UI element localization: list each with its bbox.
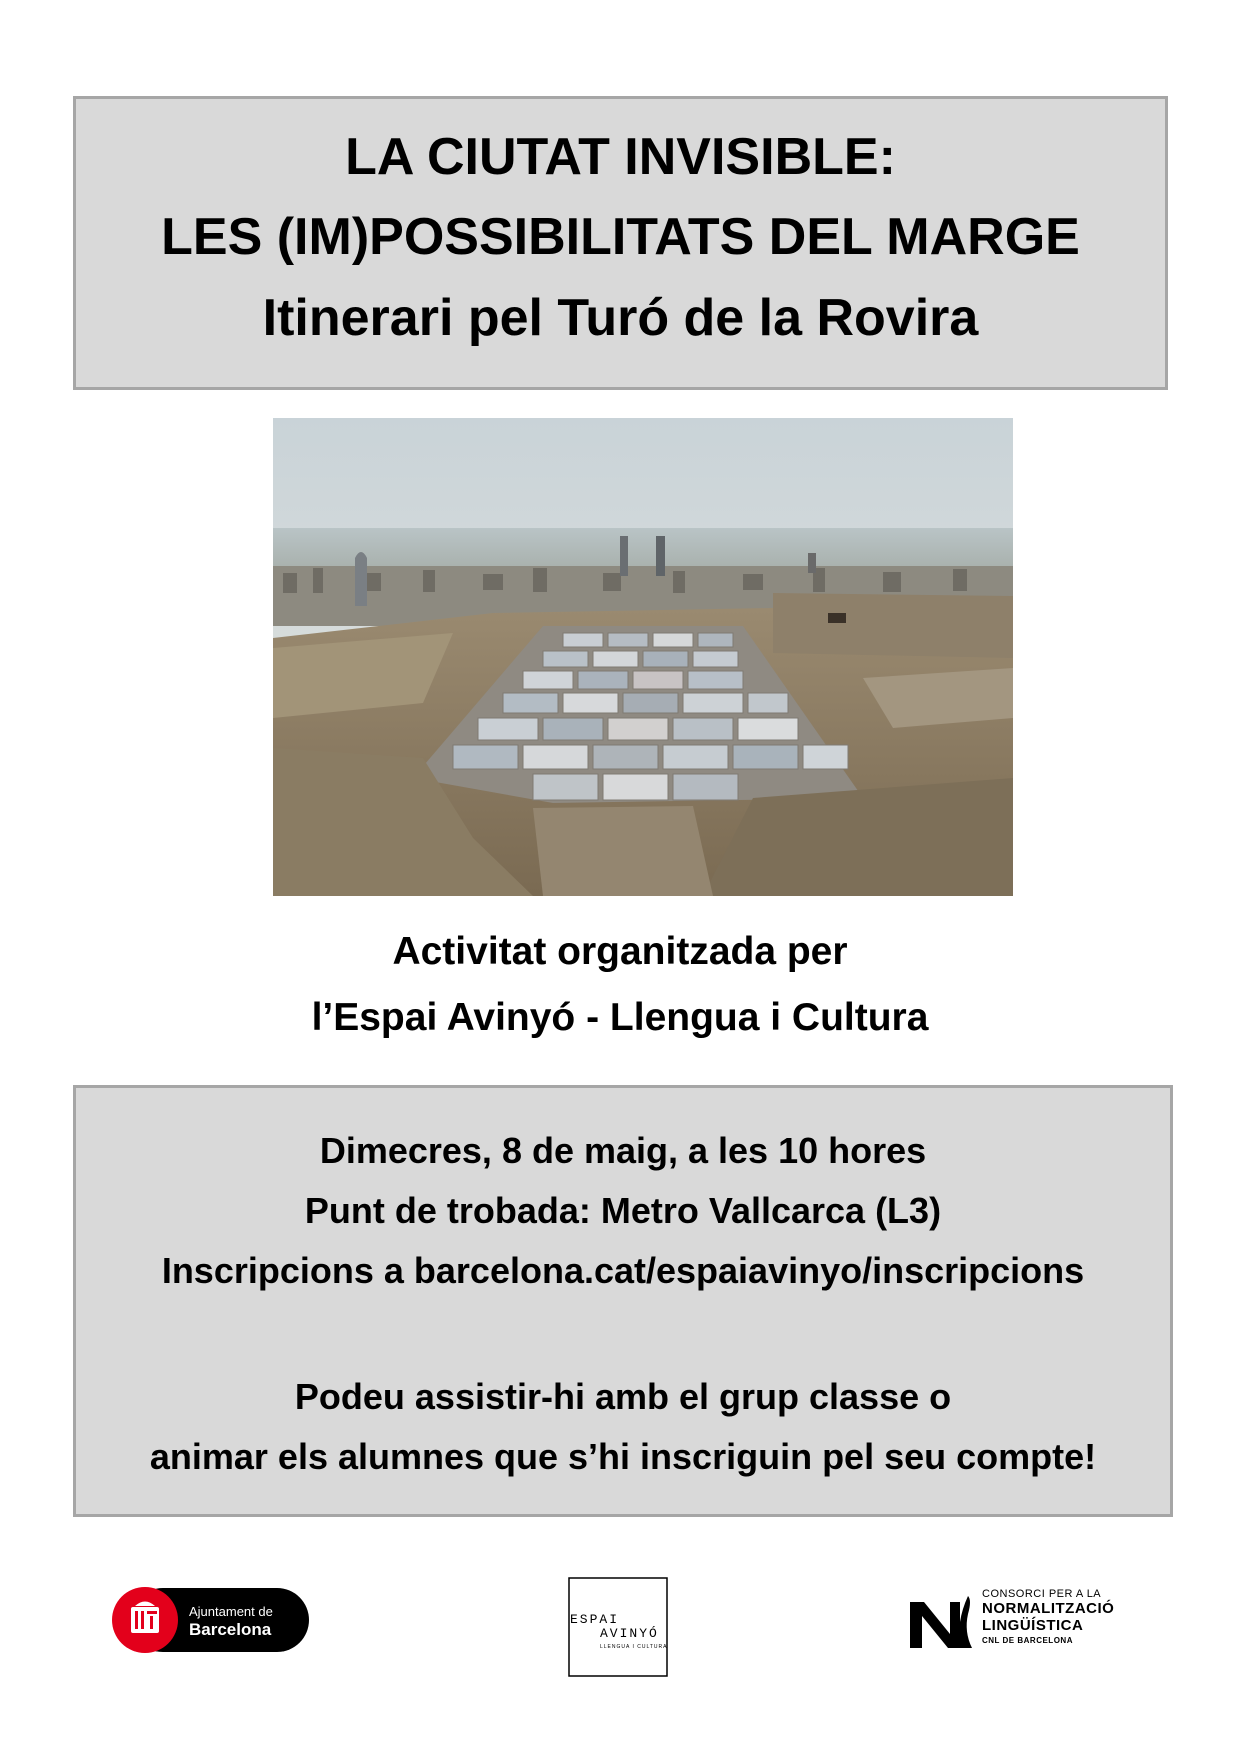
title-box bbox=[73, 96, 1168, 390]
registration-info: Inscripcions a barcelona.cat/espaiavinyo/inscripcions bbox=[161, 1250, 1085, 1291]
cnl-line-4: CNL DE BARCELONA bbox=[982, 1636, 1073, 1645]
organizer-line-1: Activitat organitzada per bbox=[392, 930, 848, 973]
title-line-1: LA CIUTAT INVISIBLE: bbox=[345, 128, 896, 186]
cnl-barcelona-logo bbox=[910, 1588, 1140, 1660]
info-box bbox=[73, 1085, 1173, 1517]
organizer-line-2: l’Espai Avinyó - Llengua i Cultura bbox=[311, 996, 929, 1039]
turo-rovira-photo bbox=[273, 418, 1013, 896]
cnl-line-2: NORMALITZACIÓ bbox=[982, 1600, 1115, 1617]
note-line-2: animar els alumnes que s’hi inscriguin pel seu compte! bbox=[149, 1436, 1097, 1477]
espai-line-1: ESPAI bbox=[570, 1612, 620, 1627]
cnl-line-1: CONSORCI PER A LA bbox=[982, 1588, 1102, 1600]
ajuntament-barcelona-logo bbox=[111, 1585, 311, 1655]
title-line-2: LES (IM)POSSIBILITATS DEL MARGE bbox=[161, 208, 1080, 266]
cnl-line-3: LINGÜÍSTICA bbox=[982, 1617, 1084, 1634]
cnl-text bbox=[982, 1588, 1114, 1645]
ajb-line-2: Barcelona bbox=[189, 1620, 272, 1639]
cnl-mark-icon bbox=[910, 1592, 974, 1654]
event-date: Dimecres, 8 de maig, a les 10 hores bbox=[319, 1130, 927, 1171]
ajb-line-1: Ajuntament de bbox=[189, 1604, 273, 1619]
subtitle: Itinerari pel Turó de la Rovira bbox=[262, 289, 979, 347]
espai-line-3: LLENGUA I CULTURA bbox=[600, 1644, 668, 1650]
espai-avinyo-logo bbox=[568, 1577, 668, 1677]
meeting-point: Punt de trobada: Metro Vallcarca (L3) bbox=[304, 1190, 942, 1231]
note-line-1: Podeu assistir-hi amb el grup classe o bbox=[294, 1376, 952, 1417]
espai-line-2: AVINYÓ bbox=[600, 1626, 659, 1641]
